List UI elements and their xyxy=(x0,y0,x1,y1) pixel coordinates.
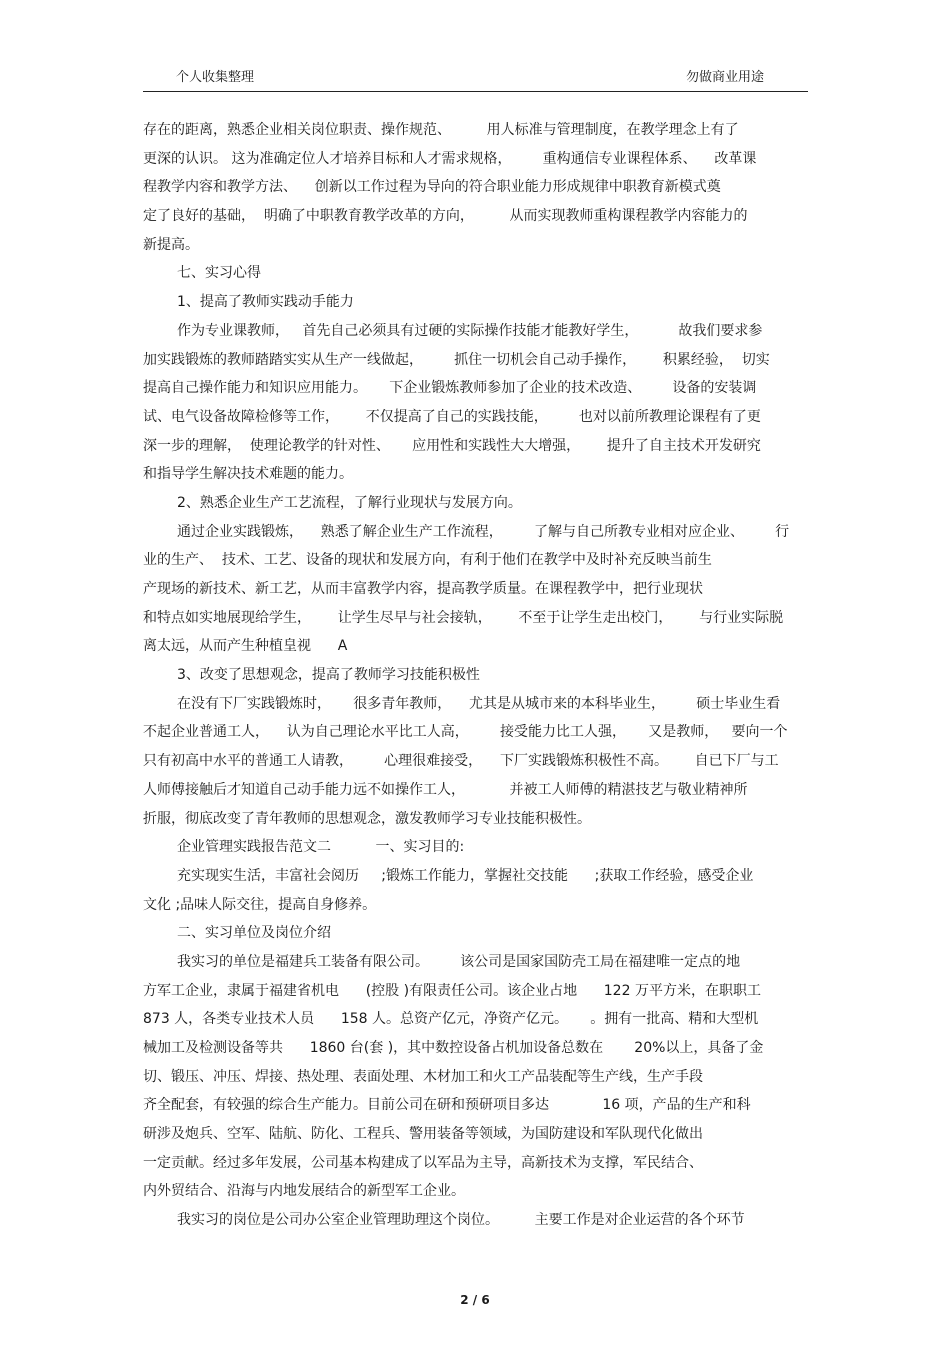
text-line: 一定贡献。经过多年发展，公司基本构建成了以军品为主导，高新技术为支撑，军民结合、 xyxy=(143,1154,703,1171)
text-line: 我实习的单位是福建兵工装备有限公司。 该公司是国家国防壳工局在福建唯一定点的地 xyxy=(177,953,741,970)
header-right-text: 勿做商业用途 xyxy=(685,70,764,85)
text-line: 齐全配套，有较强的综合生产能力。目前公司在研和预研项目多达 16 项，产品的生产和科 xyxy=(143,1097,751,1114)
text-line: 文化 ;品味人际交往，提高自身修养。 xyxy=(143,896,377,913)
text-line: 只有初高中水平的普通工人请教， 心理很难接受， 下厂实践锻炼积极性不高。 自已下厂与工 xyxy=(143,753,779,770)
text-line: 程教学内容和教学方法、 创新以工作过程为导向的符合职业能力形成规律中职教育新模式奠 xyxy=(143,179,721,196)
text-line: 新提高。 xyxy=(143,236,199,253)
header-left-text: 个人收集整理 xyxy=(176,70,255,85)
text-line: 2、熟悉企业生产工艺流程，了解行业现状与发展方向。 xyxy=(177,494,522,511)
text-line: 873 人，各类专业技术人员 158 人。总资产亿元，净资产亿元。 。拥有一批高、精和大型机 xyxy=(143,1011,759,1028)
text-line: 折服，彻底改变了青年教师的思想观念，激发教师学习专业技能积极性。 xyxy=(143,810,591,827)
text-line: 离太远，从而产生种植皇视 A xyxy=(143,638,348,655)
text-line: 七、实习心得 xyxy=(177,265,261,282)
text-line: 方军工企业，隶属于福建省机电 (控股 )有限责任公司。该企业占地 122 万平方米，在职职工 xyxy=(143,982,761,999)
text-line: 存在的距离，熟悉企业相关岗位职责、操作规范、 用人标准与管理制度，在教学理念上有了 xyxy=(143,122,739,138)
text-line: 产现场的新技术、新工艺，从而丰富教学内容，提高教学质量。在课程教学中，把行业现状 xyxy=(143,581,703,597)
text-line: 内外贸结合、沿海与内地发展结合的新型军工企业。 xyxy=(143,1183,465,1200)
text-line: 深一步的理解， 使理论教学的针对性、 应用性和实践性大大增强， 提升了自主技术开发研究 xyxy=(143,437,761,454)
text-line: 研涉及炮兵、空军、陆航、防化、工程兵、警用装备等领域，为国防建设和军队现代化做出 xyxy=(143,1126,703,1143)
text-line: 企业管理实践报告范文二 一、实习目的: xyxy=(177,839,465,856)
text-line: 3、改变了思想观念，提高了教师学习技能积极性 xyxy=(177,667,480,684)
text-line: 切、锻压、冲压、焊接、热处理、表面处理、木材加工和火工产品装配等生产线，生产手段 xyxy=(143,1068,703,1085)
text-line: 更深的认识。 这为准确定位人才培养目标和人才需求规格， 重构通信专业课程体系、 改革课 xyxy=(143,150,757,167)
text-line: 和特点如实地展现给学生， 让学生尽早与社会接轨， 不至于让学生走出校门， 与行业实际脱 xyxy=(143,609,784,626)
text-line: 业的生产、 技术、工艺、设备的现状和发展方向，有利于他们在教学中及时补充反映当前生 xyxy=(143,552,712,569)
text-line: 和指导学生解决技术难题的能力。 xyxy=(143,466,353,483)
document-body xyxy=(143,116,808,1235)
text-line: 不起企业普通工人， 认为自己理论水平比工人高， 接受能力比工人强， 又是教师， 要向一个 xyxy=(143,724,788,741)
text-line: 我实习的岗位是公司办公室企业管理助理这个岗位。 主要工作是对企业运营的各个环节 xyxy=(177,1212,745,1229)
text-line: 人师傅接触后才知道自己动手能力远不如操作工人， 并被工人师傅的精湛技艺与敬业精神所 xyxy=(143,781,748,798)
text-line: 充实现实生活，丰富社会阅历 ;锻炼工作能力，掌握社交技能 ;获取工作经验，感受企业 xyxy=(177,867,754,884)
text-line: 通过企业实践锻炼， 熟悉了解企业生产工作流程， 了解与自己所教专业相对应企业、 行 xyxy=(177,523,790,540)
text-line: 加实践锻炼的教师踏踏实实从生产一线做起， 抓住一切机会自己动手操作， 积累经验， 切实 xyxy=(143,351,770,368)
text-line: 定了良好的基础， 明确了中职教育教学改革的方向， 从而实现教师重构课程教学内容能力的 xyxy=(143,208,748,225)
text-line: 在没有下厂实践锻炼时， 很多青年教师， 尤其是从城市来的本科毕业生， 硕士毕业生看 xyxy=(177,695,781,712)
text-line: 作为专业课教师， 首先自己必须具有过硬的实际操作技能才能教好学生， 故我们要求参 xyxy=(177,322,763,339)
text-line: 二、实习单位及岗位介绍 xyxy=(177,925,331,942)
page-number: 2 / 6 xyxy=(460,1293,490,1307)
header-divider xyxy=(143,91,808,92)
text-line: 械加工及检测设备等共 1860 台(套 )，其中数控设备占机加设备总数在 20%以上，具备了金 xyxy=(143,1040,764,1056)
text-line: 提高自己操作能力和知识应用能力。 下企业锻炼教师参加了企业的技术改造、 设备的安装调 xyxy=(143,380,757,397)
text-line: 1、提高了教师实践动手能力 xyxy=(177,294,354,311)
text-line: 试、电气设备故障检修等工作， 不仅提高了自己的实践技能， 也对以前所教理论课程有了更 xyxy=(143,408,761,425)
